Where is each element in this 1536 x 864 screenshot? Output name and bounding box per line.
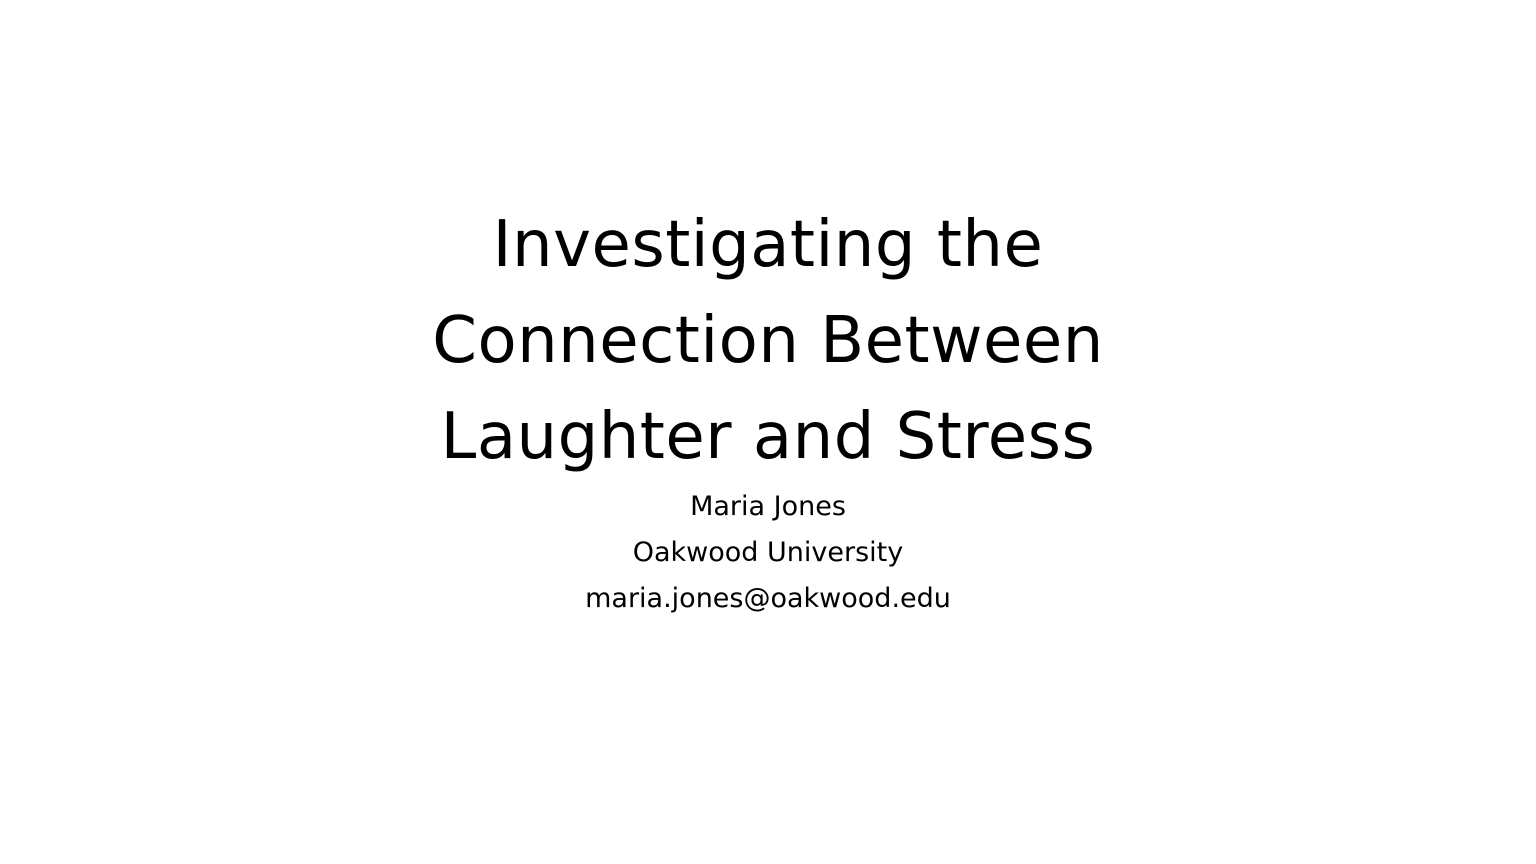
author-affiliation: Oakwood University [632, 537, 904, 568]
slide-title-line: Laughter and Stress [440, 400, 1096, 474]
slide-title [268, 197, 1268, 485]
slide-subtitle [468, 484, 1068, 622]
slide-title-line: Investigating the [492, 208, 1044, 282]
author-email: maria.jones@oakwood.edu [585, 583, 951, 614]
slide-title-line: Connection Between [432, 304, 1104, 378]
author-name: Maria Jones [690, 491, 846, 522]
